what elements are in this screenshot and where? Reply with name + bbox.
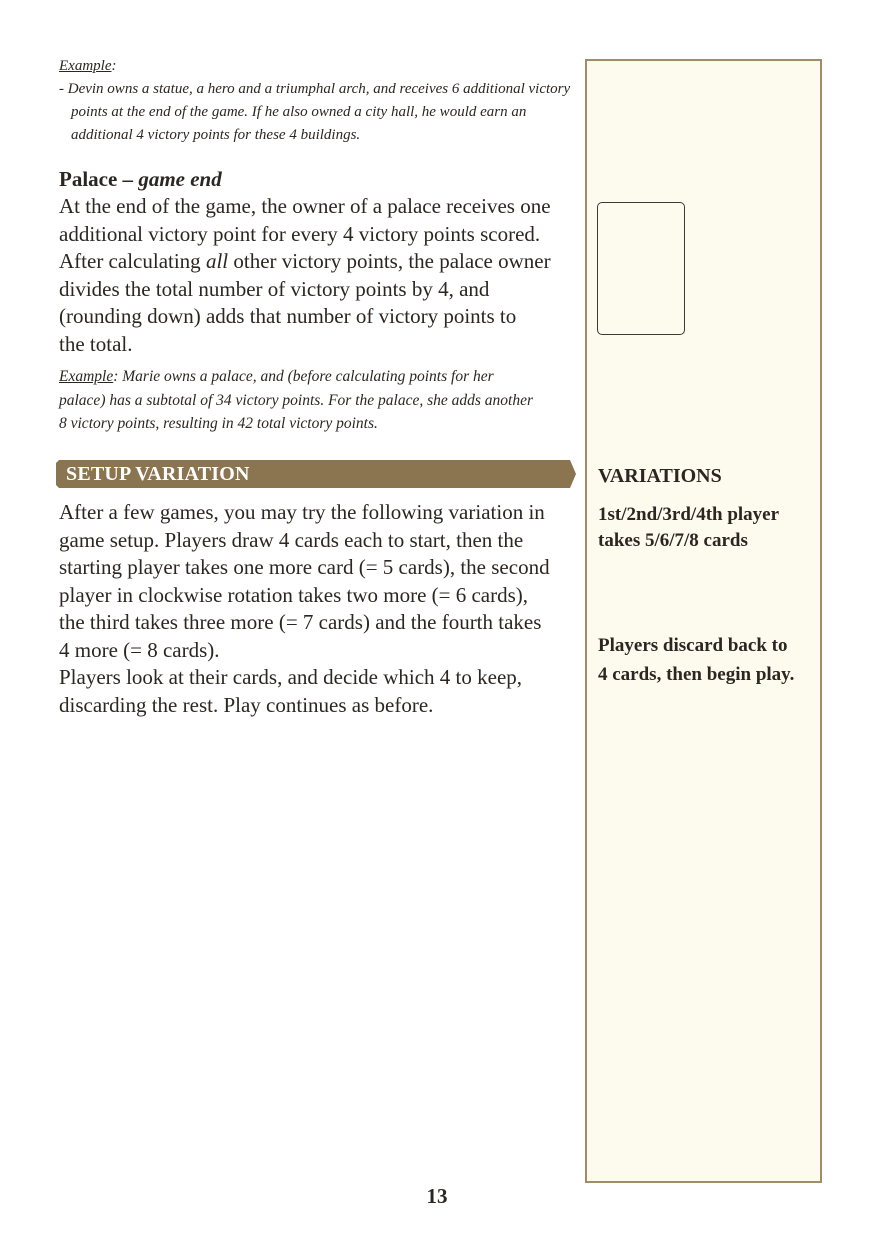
example-label: Example [59, 58, 112, 74]
palace-line: the total. [59, 331, 133, 356]
sidebar-note-draw [598, 502, 779, 554]
setup-line: the third takes three more (= 7 cards) and the fourth takes [59, 610, 542, 634]
palace-line: (rounding down) adds that number of victory points to [59, 304, 517, 328]
setup-line: Players look at their cards, and decide which 4 to keep, [59, 665, 523, 689]
palace-line [59, 248, 579, 276]
example-line: 8 victory points, resulting in 42 total victory points. [59, 415, 378, 432]
setup-body [59, 499, 579, 719]
sidebar [585, 59, 822, 1183]
palace-line: At the end of the game, the owner of a palace receives one [59, 194, 551, 218]
example-line: : Marie owns a palace, and (before calculating points for her [113, 368, 494, 385]
page-number: 13 [426, 1184, 448, 1208]
palace-line: divides the total number of victory points by 4, and [59, 276, 490, 301]
sidebar-note-line: 1st/2nd/3rd/4th player [598, 504, 780, 525]
sidebar-note-discard [598, 631, 794, 689]
palace-line-emphasis: all [205, 249, 229, 273]
palace-line-text: After calculating [59, 249, 206, 273]
example-colon: : [111, 58, 117, 74]
sidebar-note-line: 4 cards, then begin play. [598, 664, 795, 685]
setup-line: starting player takes one more card (= 5 cards), the second [59, 555, 550, 579]
setup-line: After a few games, you may try the following variation in [59, 500, 545, 524]
palace-title: Palace – [59, 167, 139, 191]
card-placeholder [597, 202, 685, 335]
palace-line-text: other victory points, the palace owner [228, 249, 551, 273]
example-line: palace) has a subtotal of 34 victory points. For the palace, she adds another [59, 391, 533, 409]
main-column [59, 55, 579, 436]
setup-banner-title: SETUP VARIATION [66, 463, 250, 485]
setup-line: game setup. Players draw 4 cards each to start, then the [59, 527, 524, 552]
example-block [59, 55, 579, 147]
example-item: - Devin owns a statue, a hero and a triumphal arch, and receives 6 additional victory points at the end of the game. If he also owned a city hall, he would earn an additional 4 victory points for these 4 buildings. [59, 81, 571, 143]
example-label: Example [59, 368, 114, 385]
sidebar-heading: VARIATIONS [598, 465, 722, 487]
palace-line: additional victory point for every 4 victory points scored. [59, 221, 541, 246]
setup-line: player in clockwise rotation takes two more (= 6 cards), [59, 582, 529, 607]
setup-line: discarding the rest. Play continues as before. [59, 692, 434, 717]
palace-title-italic: game end [138, 167, 222, 191]
sidebar-note-line: Players discard back to [598, 635, 788, 656]
sidebar-note-line: takes 5/6/7/8 cards [598, 530, 748, 551]
palace-example [59, 365, 579, 436]
palace-heading [59, 166, 579, 193]
setup-line: 4 more (= 8 cards). [59, 637, 220, 662]
